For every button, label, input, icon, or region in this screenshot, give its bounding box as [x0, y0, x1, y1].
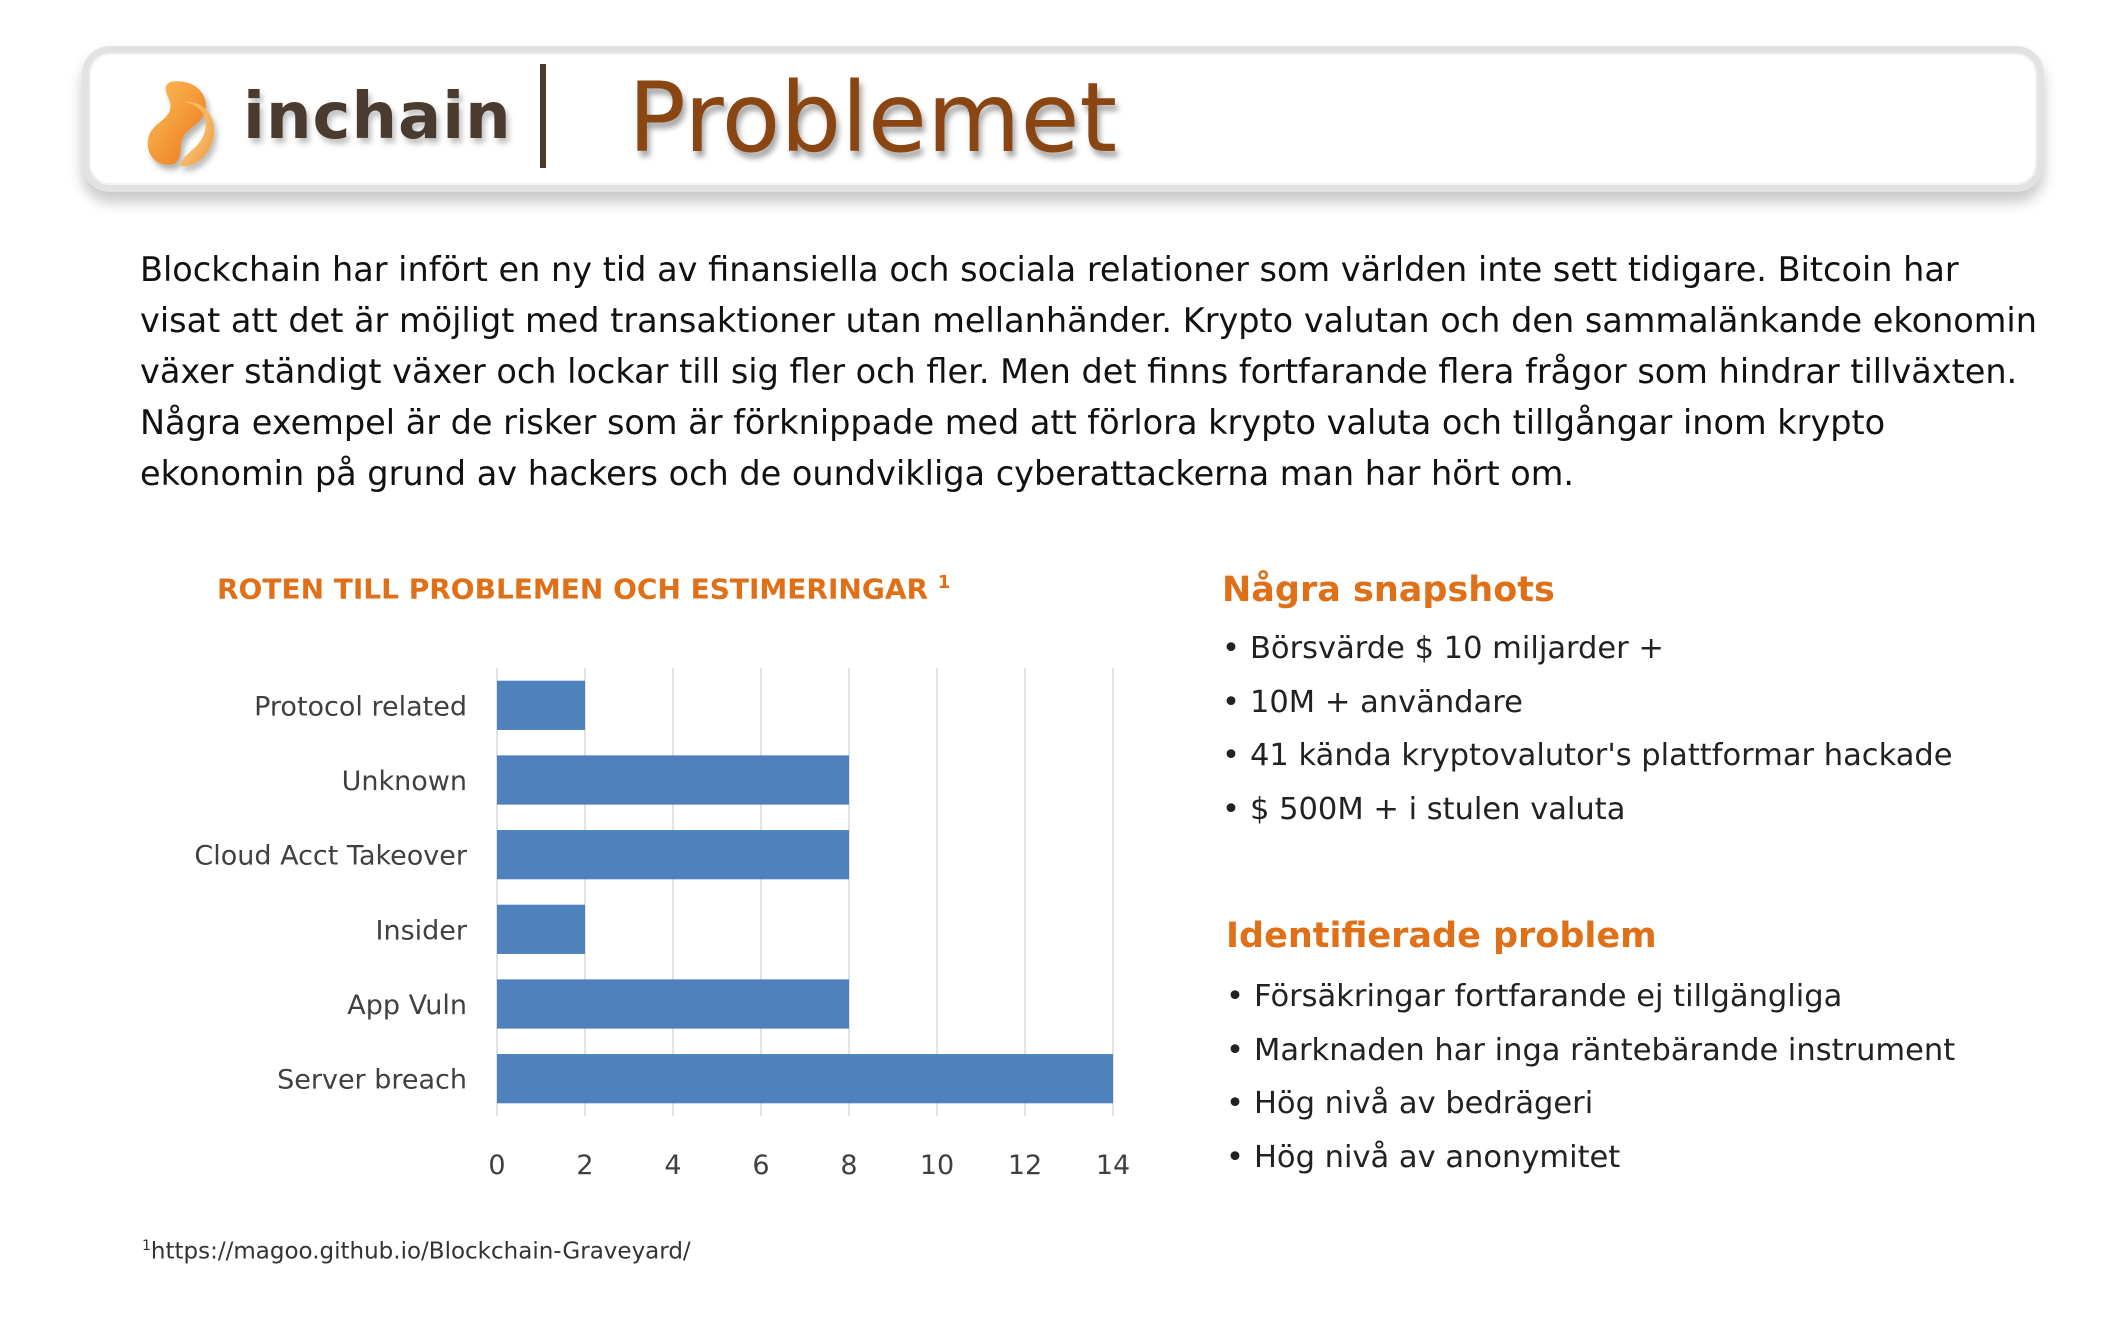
logo-text: inchain: [243, 80, 512, 154]
problems-heading: Identifierade problem: [1226, 916, 1657, 956]
list-item-text: Börsvärde $ 10 miljarder +: [1250, 631, 1664, 666]
bar: [497, 979, 849, 1028]
list-item: [1222, 783, 1953, 837]
bullet-icon: •: [1226, 1086, 1244, 1121]
snapshots-list: [1222, 622, 1953, 836]
list-item-text: Hög nivå av bedrägeri: [1254, 1086, 1594, 1121]
snapshots-heading: Några snapshots: [1222, 570, 1555, 610]
bar: [497, 1054, 1113, 1103]
x-tick-label: 10: [919, 1150, 955, 1181]
page-title: Problemet: [628, 62, 1118, 174]
problems-list: [1226, 970, 1955, 1184]
y-category-label: Protocol related: [254, 691, 467, 723]
bullet-icon: •: [1222, 738, 1240, 773]
bar: [497, 755, 849, 804]
intro-paragraph: Blockchain har infört en ny tid av finansiella och sociala relationer som världen inte sett tidigare. Bitcoin har visat att det är möjligt med transaktioner utan mellanhänder. Krypto valutan och den sammalänkande ekonomin växer ständigt växer och lockar till sig fler och fler. Men det finns fortfarande flera frågor som hindrar tillväxten. Några exempel är de risker som är förknippade med att förlora krypto valuta och tillgångar inom krypto ekonomin på grund av hackers och de oundvikliga cyberattackerna man har hört om.: [140, 250, 2037, 493]
header-divider: [540, 64, 546, 168]
bullet-icon: •: [1222, 684, 1240, 720]
list-item-text: 10M + användare: [1250, 684, 1523, 720]
list-item: [1226, 970, 1955, 1024]
bullet-icon: •: [1222, 631, 1240, 666]
list-item: [1226, 1077, 1955, 1131]
x-tick-label: 2: [576, 1150, 594, 1181]
list-item-text: $ 500M + i stulen valuta: [1250, 791, 1626, 827]
list-item-text: Hög nivå av anonymitet: [1254, 1139, 1621, 1175]
bullet-icon: •: [1226, 1032, 1244, 1068]
x-tick-label: 6: [752, 1150, 770, 1181]
y-category-label: Server breach: [277, 1064, 467, 1096]
list-item: [1226, 1024, 1955, 1078]
chart-title-text: ROTEN TILL PROBLEMEN OCH ESTIMERINGAR: [217, 572, 929, 606]
list-item-text: 41 kända kryptovalutor's plattformar hackade: [1250, 738, 1953, 773]
footnote: [142, 1238, 691, 1265]
bullet-icon: •: [1222, 791, 1240, 827]
list-item-text: Försäkringar fortfarande ej tillgängliga: [1254, 979, 1843, 1014]
bullet-icon: •: [1226, 1139, 1244, 1175]
footnote-link[interactable]: https://magoo.github.io/Blockchain-Graveyard/: [150, 1238, 691, 1265]
x-tick-label: 0: [488, 1150, 506, 1181]
bar: [497, 905, 585, 954]
x-tick-label: 14: [1095, 1150, 1131, 1181]
y-category-label: App Vuln: [347, 990, 467, 1021]
bar: [497, 681, 585, 730]
list-item: [1226, 1131, 1955, 1185]
chart-title-footnote-mark: 1: [937, 572, 951, 593]
x-tick-label: 12: [1007, 1150, 1043, 1181]
x-tick-label: 8: [840, 1150, 858, 1181]
list-item: [1222, 676, 1953, 730]
bar: [497, 830, 849, 879]
footnote-mark: 1: [142, 1238, 151, 1254]
y-category-label: Cloud Acct Takeover: [194, 840, 467, 872]
y-category-label: Unknown: [341, 766, 467, 797]
x-tick-label: 4: [664, 1150, 682, 1181]
list-item: [1222, 729, 1953, 783]
bullet-icon: •: [1226, 979, 1244, 1014]
list-item: [1222, 622, 1953, 676]
inchain-logo-icon: [140, 76, 222, 176]
list-item-text: Marknaden har inga räntebärande instrument: [1254, 1032, 1956, 1068]
bar-chart: [180, 640, 1160, 1200]
y-category-label: Insider: [375, 915, 467, 947]
chart-title: [217, 572, 950, 605]
